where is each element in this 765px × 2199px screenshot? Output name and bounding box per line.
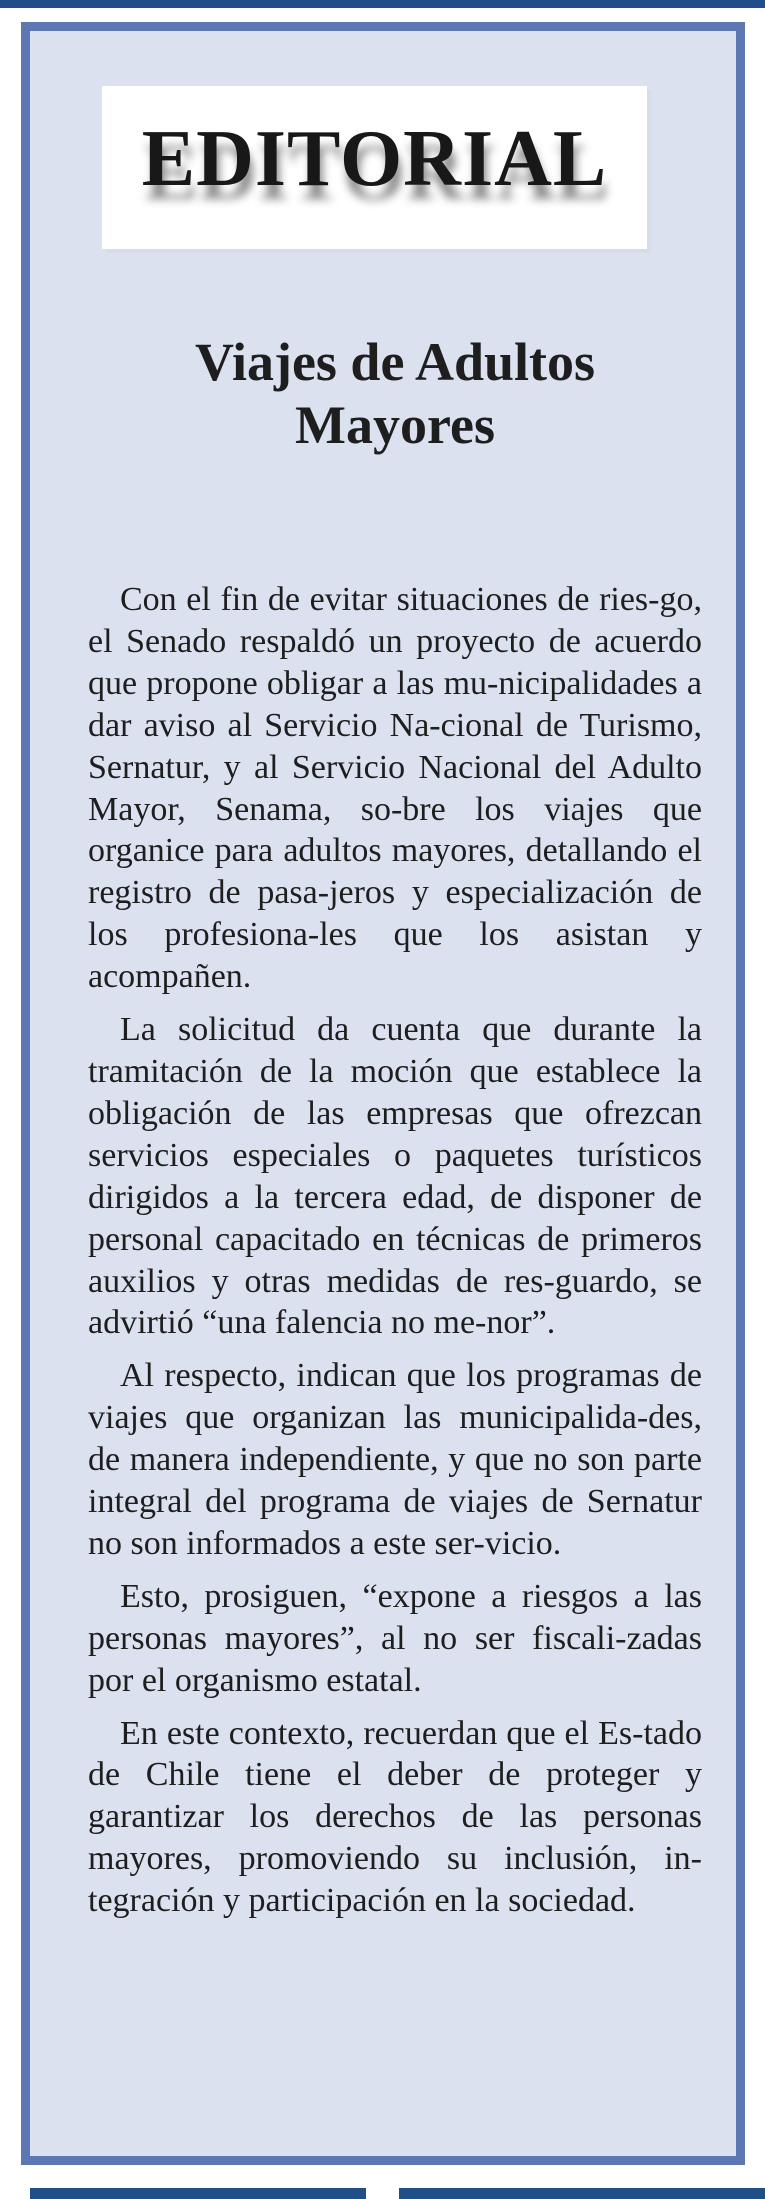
- bottom-bar-left: [30, 2188, 366, 2199]
- article-paragraph: En este contexto, recuerdan que el Es-tado de Chile tiene el deber de proteger y garantizar los derechos de las personas mayores, promoviendo su inclusión, in-tegración y participación en la sociedad.: [88, 1714, 702, 1920]
- bottom-bar-right: [399, 2188, 765, 2199]
- section-header-box: [102, 86, 647, 249]
- article-title: Viajes de Adultos Mayores: [194, 332, 596, 455]
- article-paragraph: Al respecto, indican que los programas de viajes que organizan las municipalida-des, de manera independiente, y que no son parte integral del programa de viajes de Sernatur no son informados a este ser-vicio.: [88, 1357, 702, 1562]
- editorial-frame: [21, 22, 745, 2165]
- article-body: [88, 579, 702, 1933]
- article-paragraph: Esto, prosiguen, “expone a riesgos a las personas mayores”, al no ser fiscali-zadas por el organismo estatal.: [88, 1577, 702, 1699]
- article-paragraph: Con el fin de evitar situaciones de ries-go, el Senado respaldó un proyecto de acuerdo que propone obligar a las mu-nicipalidades a dar aviso al Servicio Na-cional de Turismo, Sernatur, y al Servicio Nacional del Adulto Mayor, Senama, so-bre los viajes que organice para adultos mayores, detallando el registro de pasa-jeros y especialización de los profesiona-les que los asistan y acompañen.: [88, 581, 702, 996]
- section-label: EDITORIAL: [141, 115, 608, 203]
- top-decorative-bar: [0, 0, 765, 8]
- article-paragraph: La solicitud da cuenta que durante la tramitación de la moción que establece la obligación de las empresas que ofrezcan servicios especiales o paquetes turísticos dirigidos a la tercera edad, de disponer de personal capacitado en técnicas de primeros auxilios y otras medidas de res-guardo, se advirtió “una falencia no me-nor”.: [88, 1011, 702, 1342]
